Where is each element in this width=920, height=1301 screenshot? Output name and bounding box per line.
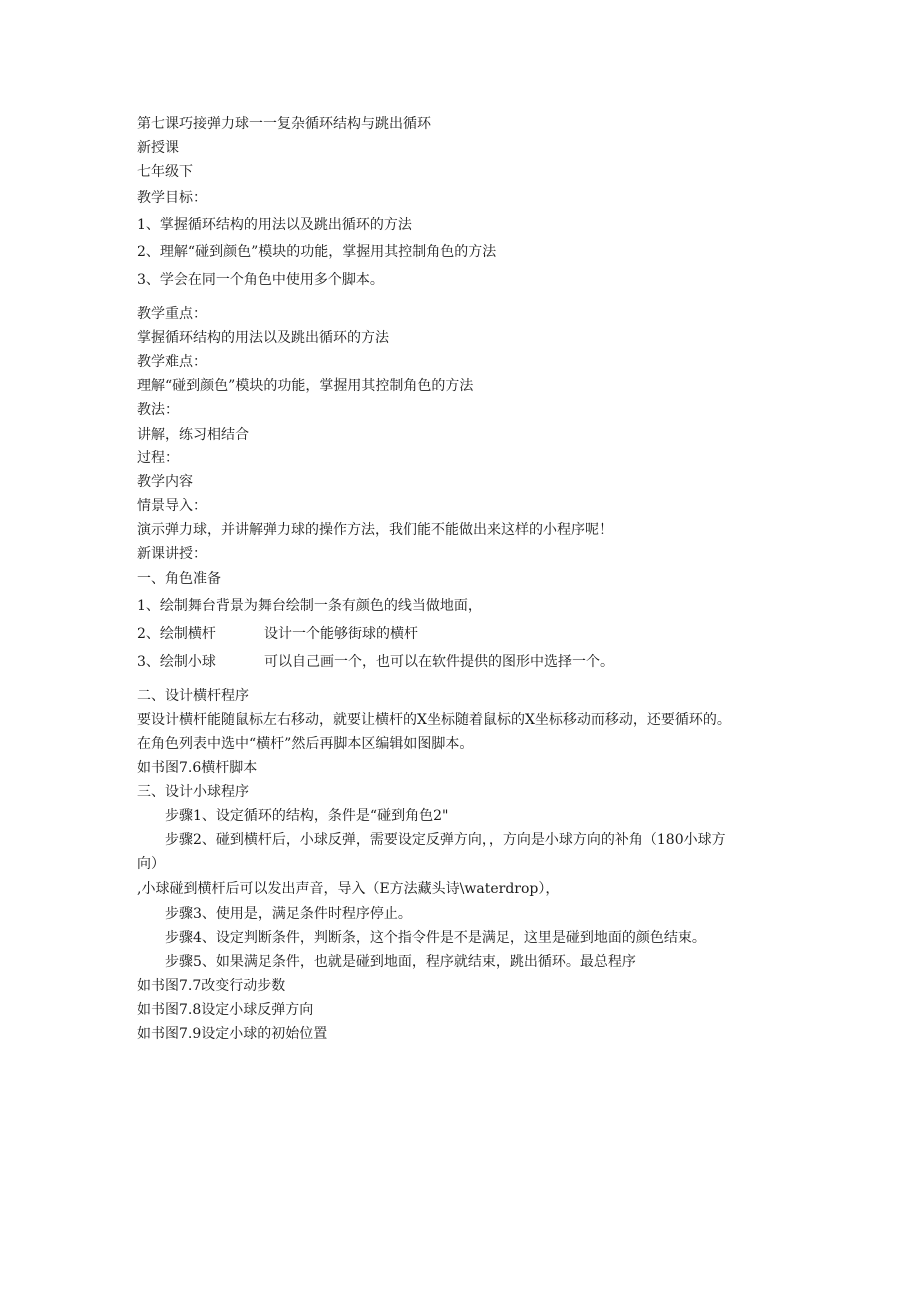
method-text: 讲解，练习相结合 — [137, 427, 249, 443]
lesson-type: 新授课 — [137, 140, 179, 156]
goal-item: 1、掌握循环结构的用法以及跳出循环的方法 — [137, 217, 412, 233]
figure-ref-7-9: 如书图7.9设定小球的初始位置 — [137, 1026, 328, 1042]
section-heading-2: 二、设计横杆程序 — [137, 688, 249, 704]
intro-heading: 情景导入： — [137, 498, 207, 514]
prep-step-2-label: 2、绘制横杆 — [137, 626, 216, 642]
intro-text: 演示弹力球，并讲解弹力球的操作方法，我们能不能做出来这样的小程序呢！ — [137, 522, 613, 538]
lesson-title: 第七课巧接弹力球一一复杂循环结构与跳出循环 — [137, 116, 431, 132]
prep-step-3-label: 3、绘制小球 — [137, 654, 216, 670]
content-heading: 教学内容 — [137, 474, 193, 490]
goal-item: 3、学会在同一个角色中使用多个脚本。 — [137, 272, 384, 288]
prep-step-3-desc: 可以自己画一个，也可以在软件提供的图形中选择一个。 — [264, 654, 614, 670]
process-heading: 过程： — [137, 450, 179, 466]
bar-paragraph-2: 在角色列表中选中“横杆”然后再脚本区编辑如图脚本。 — [137, 736, 474, 752]
focus-heading: 教学重点： — [137, 306, 207, 322]
prep-step-1: 1、绘制舞台背景为舞台绘制一条有颜色的线当做地面， — [137, 598, 482, 614]
grade-label: 七年级下 — [137, 164, 193, 180]
ball-step-5: 步骤5、如果满足条件，也就是碰到地面，程序就结束，跳出循环。最总程序 — [165, 954, 636, 970]
figure-ref-7-6: 如书图7.6横杆脚本 — [137, 760, 258, 776]
ball-step-3: 步骤3、使用是，满足条件时程序停止。 — [165, 906, 412, 922]
new-lesson-heading: 新课讲授： — [137, 546, 207, 562]
focus-text: 掌握循环结构的用法以及跳出循环的方法 — [137, 330, 389, 346]
prep-step-2-desc: 设计一个能够街球的横杆 — [264, 626, 418, 642]
ball-step-2: 步骤2、碰到横杆后，小球反弹，需要设定反弹方向，，方向是小球方向的补角（180小球方 — [165, 832, 726, 848]
method-heading: 教法： — [137, 402, 179, 418]
goal-item: 2、理解“碰到颜色”模块的功能，掌握用其控制角色的方法 — [137, 244, 497, 260]
ball-step-4: 步骤4、设定判断条件，判断条，这个指令件是不是满足，这里是碰到地面的颜色结束。 — [165, 930, 706, 946]
figure-ref-7-7: 如书图7.7改变行动步数 — [137, 978, 286, 994]
sound-note: ,小球碰到横杆后可以发出声音，导入（E方法藏头诗\waterdrop）， — [137, 881, 560, 897]
ball-step-2-cont: 向） — [137, 856, 165, 872]
section-heading-3: 三、设计小球程序 — [137, 784, 249, 800]
difficulty-heading: 教学难点： — [137, 354, 207, 370]
ball-step-1: 步骤1、设定循环的结构，条件是“碰到角色2" — [165, 808, 449, 824]
section-heading-1: 一、角色准备 — [137, 571, 221, 587]
figure-ref-7-8: 如书图7.8设定小球反弹方向 — [137, 1002, 314, 1018]
difficulty-text: 理解“碰到颜色”模块的功能，掌握用其控制角色的方法 — [137, 378, 474, 394]
goals-heading: 教学目标： — [137, 190, 207, 206]
bar-paragraph-1: 要设计横杆能随鼠标左右移动，就要让横杆的X坐标随着鼠标的X坐标移动而移动，还要循环的。 — [137, 712, 731, 728]
